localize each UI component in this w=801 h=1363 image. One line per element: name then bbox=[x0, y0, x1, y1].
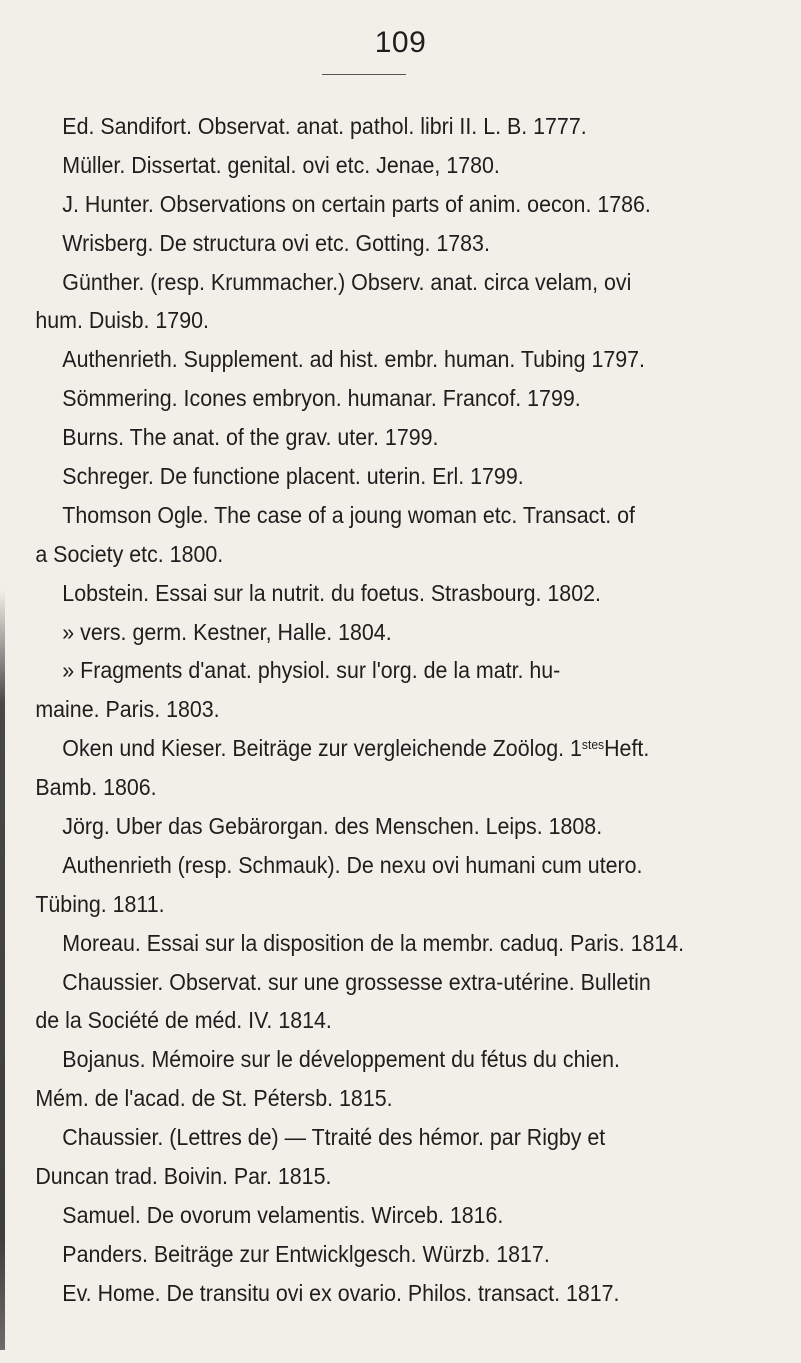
reference-text: Ev. Home. De transitu ovi ex ovario. Philos. transact. 1817. bbox=[62, 1279, 620, 1306]
reference-line bbox=[0, 807, 745, 846]
reference-text: Authenrieth. Supplement. ad hist. embr. human. Tubing 1797. bbox=[62, 346, 645, 373]
reference-line bbox=[0, 729, 745, 768]
reference-text: hum. Duisb. 1790. bbox=[35, 307, 209, 334]
header-rule bbox=[322, 74, 406, 75]
reference-text: Oken und Kieser. Beiträge zur vergleichende Zoölog. 1 bbox=[62, 735, 582, 762]
reference-text: Wrisberg. De structura ovi etc. Gotting. 1783. bbox=[62, 229, 490, 256]
reference-line bbox=[0, 107, 745, 146]
reference-line bbox=[0, 496, 745, 535]
reference-text-tail: Heft. bbox=[604, 735, 650, 762]
reference-text: Bamb. 1806. bbox=[35, 774, 157, 801]
reference-continuation-line bbox=[0, 535, 745, 574]
reference-line bbox=[0, 224, 745, 263]
reference-continuation-line bbox=[0, 768, 745, 807]
reference-text: Burns. The anat. of the grav. uter. 1799. bbox=[62, 424, 439, 451]
reference-continuation-line bbox=[0, 885, 745, 924]
reference-text: Panders. Beiträge zur Entwicklgesch. Würzb. 1817. bbox=[62, 1240, 550, 1267]
reference-line bbox=[0, 613, 745, 652]
reference-line bbox=[0, 1118, 745, 1157]
reference-line bbox=[0, 263, 745, 302]
reference-line bbox=[0, 574, 745, 613]
reference-text: Ed. Sandifort. Observat. anat. pathol. libri II. L. B. 1777. bbox=[62, 113, 587, 139]
reference-text: » vers. germ. Kestner, Halle. 1804. bbox=[62, 618, 392, 645]
reference-line bbox=[0, 924, 745, 963]
reference-text: Jörg. Uber das Gebärorgan. des Menschen. Leips. 1808. bbox=[62, 813, 603, 840]
reference-line bbox=[0, 846, 745, 885]
reference-text: Schreger. De functione placent. uterin. Erl. 1799. bbox=[62, 463, 524, 490]
reference-text: Samuel. De ovorum velamentis. Wirceb. 1816. bbox=[62, 1201, 504, 1228]
reference-text: maine. Paris. 1803. bbox=[35, 696, 220, 723]
reference-line bbox=[0, 379, 745, 418]
reference-continuation-line bbox=[0, 1001, 745, 1040]
reference-text: Duncan trad. Boivin. Par. 1815. bbox=[35, 1163, 332, 1190]
reference-line bbox=[0, 457, 745, 496]
reference-text: J. Hunter. Observations on certain parts of anim. oecon. 1786. bbox=[62, 190, 651, 217]
bibliography-list bbox=[0, 107, 801, 1313]
reference-text: Thomson Ogle. The case of a joung woman etc. Transact. of bbox=[62, 501, 636, 528]
reference-text: » Fragments d'anat. physiol. sur l'org. de la matr. hu- bbox=[62, 657, 561, 684]
reference-text: Chaussier. (Lettres de) — Ttraité des hémor. par Rigby et bbox=[62, 1124, 606, 1151]
page-number: 109 bbox=[374, 26, 427, 59]
reference-line bbox=[0, 185, 745, 224]
reference-line bbox=[0, 146, 745, 185]
reference-text: Chaussier. Observat. sur une grossesse extra-utérine. Bulletin bbox=[62, 968, 651, 995]
reference-line bbox=[0, 1274, 745, 1313]
reference-text: Sömmering. Icones embryon. humanar. Francof. 1799. bbox=[62, 385, 581, 412]
reference-text: Moreau. Essai sur la disposition de la membr. caduq. Paris. 1814. bbox=[62, 929, 685, 956]
reference-text: Bojanus. Mémoire sur le développement du fétus du chien. bbox=[62, 1046, 620, 1073]
reference-line bbox=[0, 1196, 745, 1235]
reference-text: Lobstein. Essai sur la nutrit. du foetus. Strasbourg. 1802. bbox=[62, 579, 601, 606]
reference-line bbox=[0, 651, 745, 690]
reference-line bbox=[0, 340, 745, 379]
reference-text: Tübing. 1811. bbox=[35, 890, 165, 917]
reference-text: Authenrieth (resp. Schmauk). De nexu ovi humani cum utero. bbox=[62, 851, 643, 878]
reference-continuation-line bbox=[0, 301, 745, 340]
reference-line bbox=[0, 1235, 745, 1274]
reference-line bbox=[0, 1040, 745, 1079]
reference-line bbox=[0, 418, 745, 457]
reference-text: Günther. (resp. Krummacher.) Observ. anat. circa velam, ovi bbox=[62, 268, 632, 295]
reference-continuation-line bbox=[0, 1079, 745, 1118]
reference-text: Mém. de l'acad. de St. Pétersb. 1815. bbox=[35, 1085, 393, 1112]
superscript-text: stes bbox=[581, 737, 605, 753]
reference-continuation-line bbox=[0, 690, 745, 729]
reference-continuation-line bbox=[0, 1157, 745, 1196]
reference-line bbox=[0, 963, 745, 1002]
reference-text: Müller. Dissertat. genital. ovi etc. Jenae, 1780. bbox=[62, 151, 500, 178]
reference-text: de la Société de méd. IV. 1814. bbox=[35, 1007, 332, 1034]
reference-text: a Society etc. 1800. bbox=[35, 540, 224, 567]
